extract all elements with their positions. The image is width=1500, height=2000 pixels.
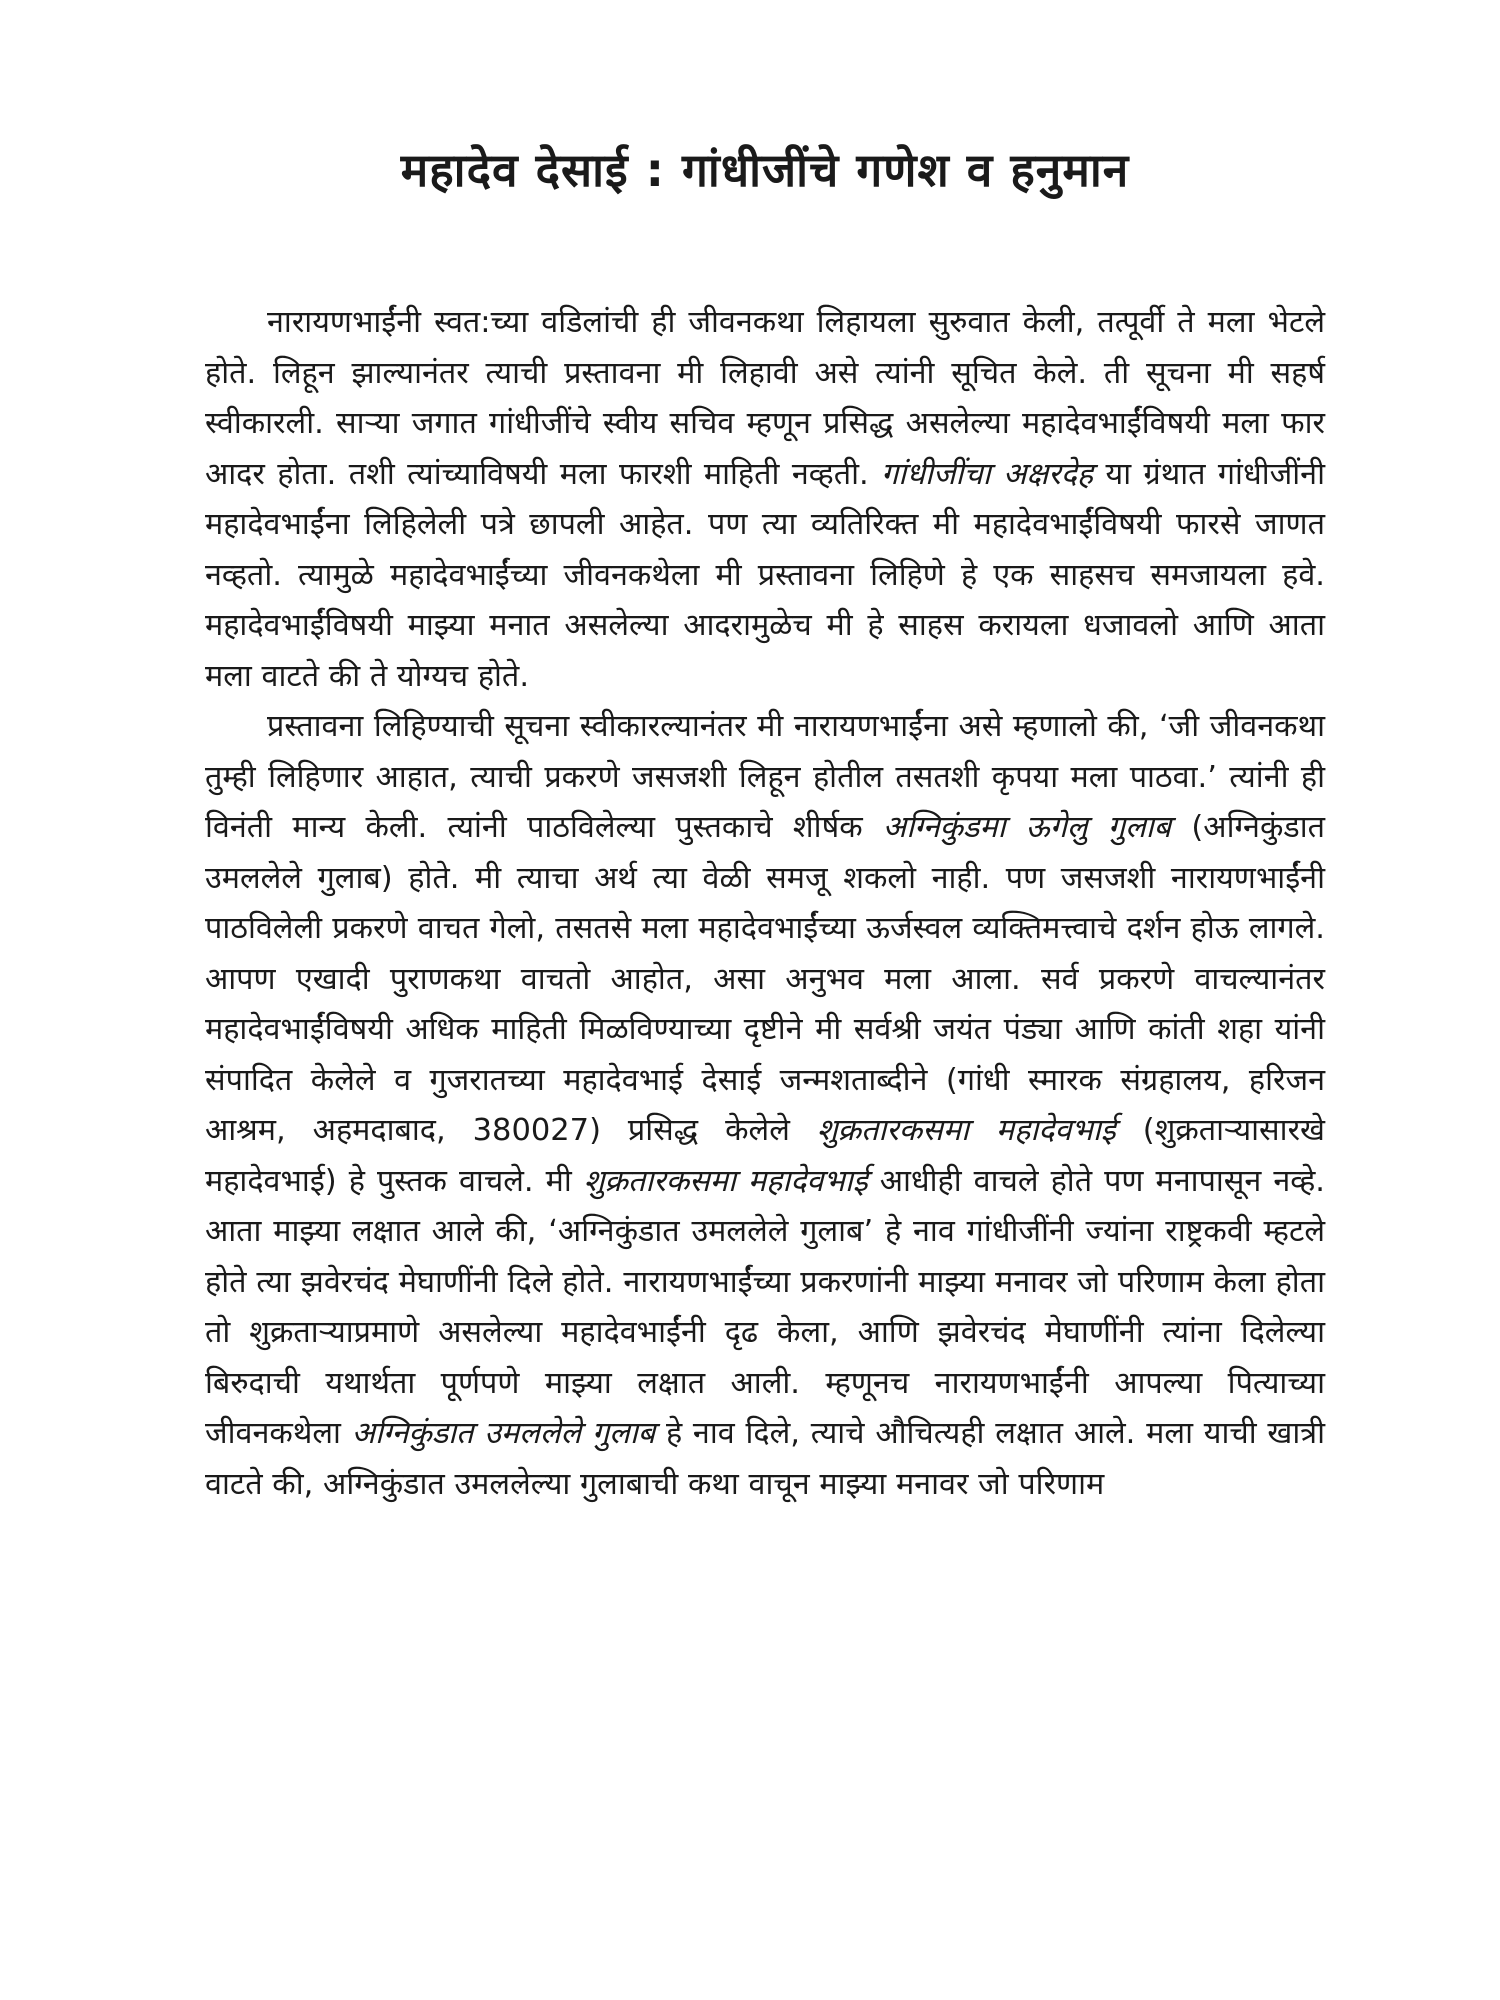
paragraph-2: [205, 702, 1325, 1510]
book-title-akshardeh: गांधीजींचा अक्षरदेह: [881, 456, 1094, 492]
paragraph-2-text-3: (शुक्रताऱ्यासारखे महादेवभाई) हे पुस्तक वाचले. मी: [205, 1113, 1325, 1199]
book-title-agnikundma: अग्निकुंडमा ऊगेलु गुलाब: [882, 810, 1172, 845]
chapter-title: महादेव देसाई : गांधीजींचे गणेश व हनुमान: [400, 143, 1130, 197]
paragraph-1-text-1: नारायणभाईंनी स्वत:च्या वडिलांची ही जीवनकथा लिहायला सुरुवात केली, तत्पूर्वी ते मला भेटले होते. लिहून झाल्यानंतर त्याची प्रस्तावना मी लिहावी असे त्यांनी सूचित केले. ती सूचना मी सहर्ष स्वीकारली. साऱ्या जगात गांधीजींचे स्वीय सचिव म्हणून प्रसिद्ध असलेल्या महादेवभाईंविषयी मला फार आदर होता. तशी त्यांच्याविषयी मला फारशी माहिती नव्हती.: [205, 305, 1325, 492]
paragraph-1: [205, 298, 1325, 702]
paragraph-2-text-5: हे नाव दिले, त्याचे औचित्यही लक्षात आले. मला याची खात्री वाटते की, अग्निकुंडात उमललेल्या गुलाबाची कथा वाचून माझ्या मनावर जो परिणाम: [205, 1416, 1325, 1502]
paragraph-2-text-2: (अग्निकुंडात उमललेले गुलाब) होते. मी त्याचा अर्थ त्या वेळी समजू शकलो नाही. पण जसजशी नारायणभाईंनी पाठविलेली प्रकरणे वाचत गेलो, तसतसे मला महादेवभाईंच्या ऊर्जस्वल व्यक्तिमत्त्वाचे दर्शन होऊ लागले. आपण एखादी पुराणकथा वाचतो आहोत, असा अनुभव मला आला. सर्व प्रकरणे वाचल्यानंतर महादेवभाईंविषयी अधिक माहिती मिळविण्याच्या दृष्टीने मी सर्वश्री जयंत पंड्या आणि कांती शहा यांनी संपादित केलेले व गुजरातच्या महादेवभाई देसाई जन्मशताब्दीने (गांधी स्मारक संग्रहालय, हरिजन आश्रम, अहमदाबाद, 380027) प्रसिद्ध केलेले: [205, 810, 1325, 1148]
book-title-agnikundat: अग्निकुंडात उमललेले गुलाब: [351, 1416, 656, 1451]
paragraph-1-text-2: या ग्रंथात गांधीजींनी महादेवभाईंना लिहिलेली पत्रे छापली आहेत. पण त्या व्यतिरिक्त मी महादेवभाईंविषयी फारसे जाणत नव्हतो. त्यामुळे महादेवभाईंच्या जीवनकथेला मी प्रस्तावना लिहिणे हे एक साहसच समजायला हवे. महादेवभाईंविषयी माझ्या मनात असलेल्या आदरामुळेच मी हे साहस करायला धजावलो आणि आता मला वाटते की ते योग्यच होते.: [205, 456, 1325, 694]
paragraph-2-text-1: प्रस्तावना लिहिण्याची सूचना स्वीकारल्यानंतर मी नारायणभाईंना असे म्हणालो की, ‘जी जीवनकथा तुम्ही लिहिणार आहात, त्याची प्रकरणे जसजशी लिहून होतील तसतशी कृपया मला पाठवा.’ त्यांनी ही विनंती मान्य केली. त्यांनी पाठविलेल्या पुस्तकाचे शीर्षक: [205, 709, 1325, 845]
book-title-shukratarak-2: शुक्रतारकसमा महादेवभाई: [583, 1163, 868, 1199]
book-title-shukratarak-1: शुक्रतारकसमा महादेवभाई: [816, 1113, 1116, 1148]
paragraph-2-text-4: आधीही वाचले होते पण मनापासून नव्हे. आता माझ्या लक्षात आले की, ‘अग्निकुंडात उमललेले गुलाब’ हे नाव गांधीजींनी ज्यांना राष्ट्रकवी म्हटले होते त्या झवेरचंद मेघाणींनी दिले होते. नारायणभाईंच्या प्रकरणांनी माझ्या मनावर जो परिणाम केला होता तो शुक्रताऱ्याप्रमाणे असलेल्या महादेवभाईंनी दृढ केला, आणि झवेरचंद मेघाणींनी त्यांना दिलेल्या बिरुदाची यथार्थता पूर्णपणे माझ्या लक्षात आली. म्हणूनच नारायणभाईंनी आपल्या पित्याच्या जीवनकथेला: [205, 1163, 1325, 1451]
